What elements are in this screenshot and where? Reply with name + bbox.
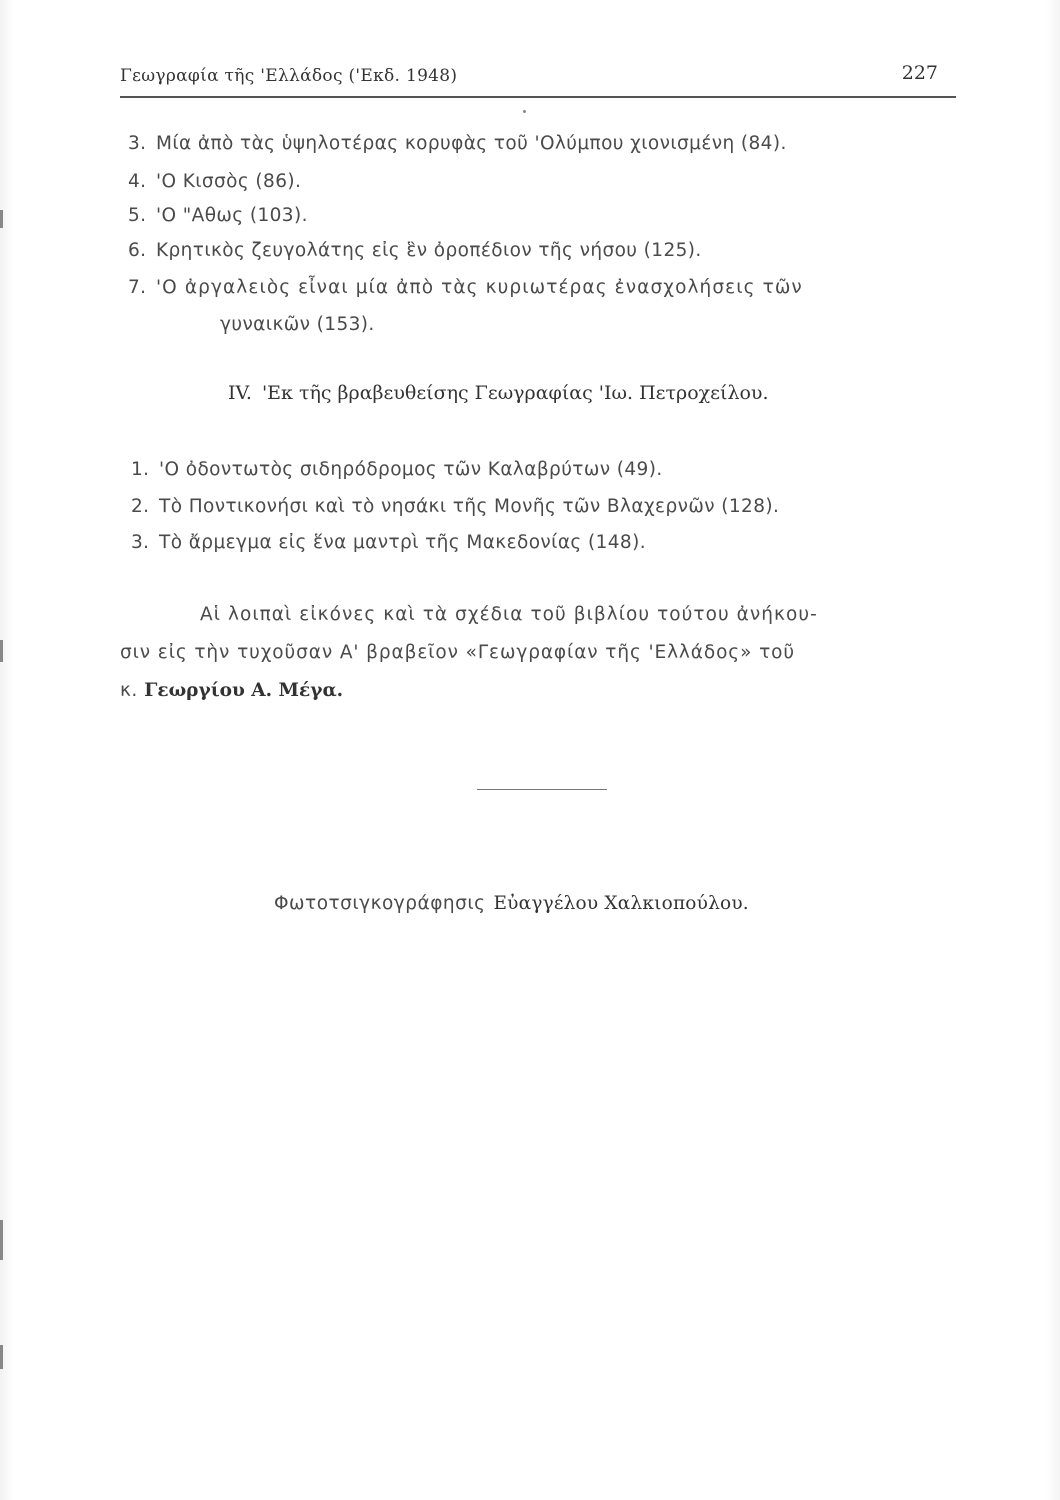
list-item-text: Τὸ ἄρμεγμα εἰς ἕνα μαντρὶ τῆς Μακεδονίας (148). — [159, 532, 646, 553]
list-item-number: 1. — [131, 459, 150, 480]
paragraph-line: σιν εἰς τὴν τυχοῦσαν Α' βραβεῖον «Γεωγραφίαν τῆς 'Ελλάδος» τοῦ — [120, 642, 795, 663]
paragraph-line — [120, 680, 343, 701]
section-title: 'Εκ τῆς βραβευθείσης Γεωγραφίας 'Ιω. Πετροχείλου. — [261, 382, 769, 404]
paragraph-prefix: κ. — [120, 680, 138, 701]
margin-scan-mark — [0, 1220, 3, 1260]
list-item-text: 'Ο Κισσὸς (86). — [156, 171, 302, 192]
list-item-text: Μία ἀπὸ τὰς ὑψηλοτέρας κορυφὰς τοῦ 'Ολύμπου χιονισμένη (84). — [156, 133, 787, 154]
page-header — [120, 62, 950, 96]
margin-scan-mark — [0, 640, 3, 662]
running-title: Γεωγραφία τῆς 'Ελλάδος ('Εκδ. 1948) — [120, 66, 458, 86]
header-rule — [120, 96, 956, 98]
list-item-continuation: γυναικῶν (153). — [220, 314, 375, 335]
list-item-text: 'Ο "Αθως (103). — [156, 205, 308, 226]
ink-dot — [523, 110, 526, 113]
photo-credit — [274, 893, 749, 914]
list-item-text: 'Ο ἀργαλειὸς εἶναι μία ἀπὸ τὰς κυριωτέρας ἐνασχολήσεις τῶν — [156, 277, 803, 298]
margin-scan-mark — [0, 210, 3, 228]
paragraph-line: Αἱ λοιπαὶ εἰκόνες καὶ τὰ σχέδια τοῦ βιβλίου τούτου ἀνήκου- — [200, 604, 818, 625]
list-item-number: 3. — [128, 133, 147, 154]
list-item-number: 7. — [128, 277, 147, 298]
list-item-text: Τὸ Ποντικονήσι καὶ τὸ νησάκι τῆς Μονῆς τῶν Βλαχερνῶν (128). — [159, 496, 780, 517]
list-item-number: 5. — [128, 205, 147, 226]
credit-name: Εὐαγγέλου Χαλκιοπούλου. — [493, 893, 749, 914]
section-heading — [228, 382, 769, 404]
margin-scan-mark — [0, 1345, 3, 1369]
section-divider — [477, 789, 607, 790]
list-item-number: 4. — [128, 171, 147, 192]
list-item-number: 2. — [131, 496, 150, 517]
section-number: IV. — [228, 382, 252, 404]
list-item-text: 'Ο ὀδοντωτὸς σιδηρόδρομος τῶν Καλαβρύτων (49). — [159, 459, 663, 480]
page-number: 227 — [901, 62, 938, 84]
author-name: Γεωργίου Α. Μέγα. — [144, 680, 344, 701]
list-item-number: 6. — [128, 240, 147, 261]
list-item-number: 3. — [131, 532, 150, 553]
credit-label: Φωτοτσιγκογράφησις — [274, 893, 486, 914]
list-item-text: Κρητικὸς ζευγολάτης εἰς ἓν ὀροπέδιον τῆς νήσου (125). — [156, 240, 702, 261]
